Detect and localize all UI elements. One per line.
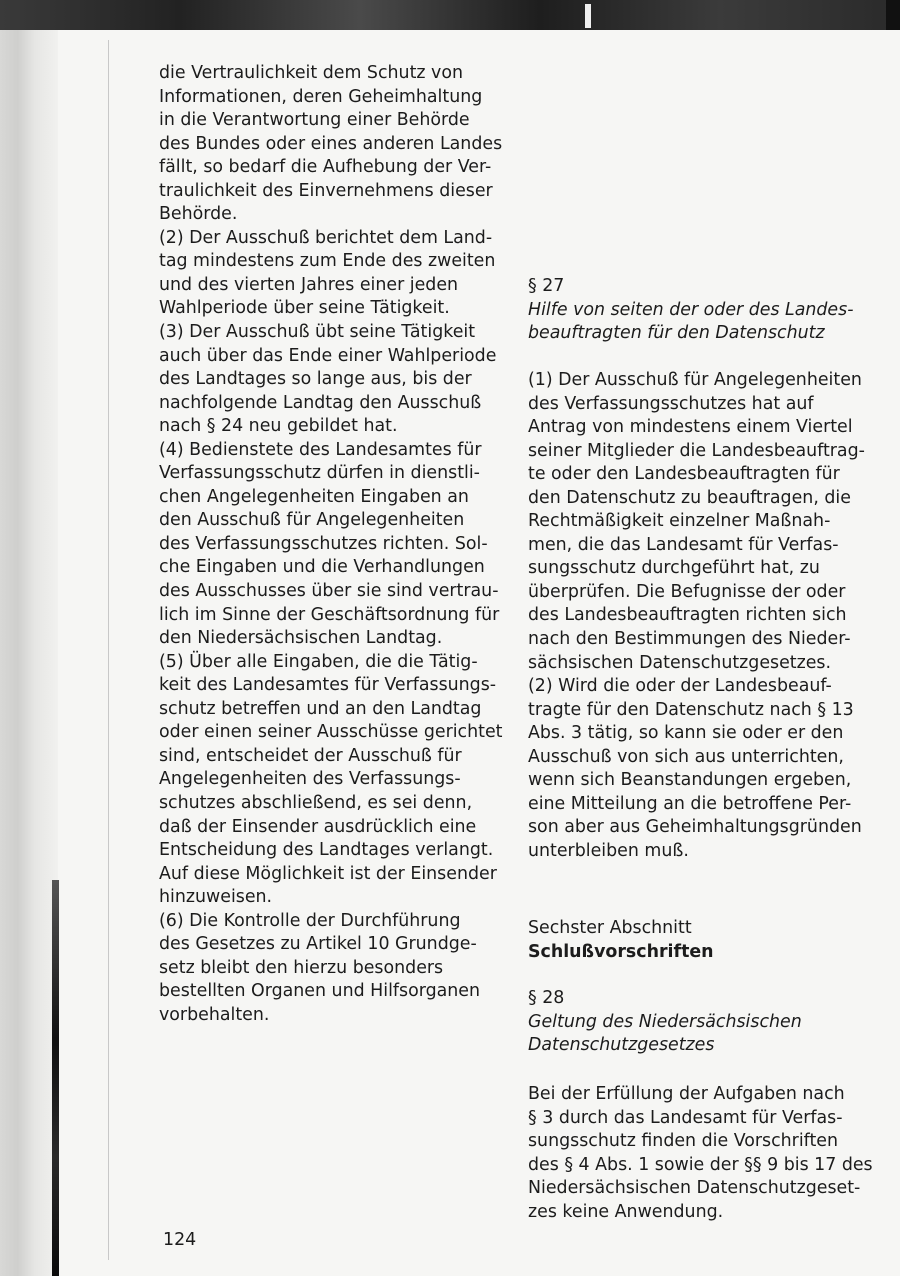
left-column (159, 62, 504, 1027)
left-column-line: des Gesetzes zu Artikel 10 Grundge- (159, 934, 477, 955)
section-27-body-line: Antrag von mindestens einem Viertel (528, 417, 853, 438)
scan-binding-shadow (52, 880, 59, 1276)
left-column-line: nachfolgende Landtag den Ausschuß (159, 392, 482, 413)
left-column-line: Auf diese Möglichkeit ist der Einsender (159, 863, 497, 884)
scan-top-edge (0, 0, 900, 30)
section-28-body-line: Niedersächsischen Datenschutzgeset- (528, 1178, 861, 1199)
left-column-line: hinzuweisen. (159, 887, 273, 908)
left-column-line: den Niedersächsischen Landtag. (159, 628, 443, 649)
left-column-line: traulichkeit des Einvernehmens dieser (159, 180, 493, 201)
section-27-body-line: Rechtmäßigkeit einzelner Maßnah- (528, 511, 831, 532)
left-column-line: Verfassungsschutz dürfen in dienstli- (159, 463, 480, 484)
section-27-body-line: (1) Der Ausschuß für Angelegenheiten (528, 370, 862, 390)
section-27-body-line: den Datenschutz zu beauftragen, die (528, 487, 851, 508)
left-column-line: tag mindestens zum Ende des zweiten (159, 251, 496, 272)
left-column-line: Informationen, deren Geheimhaltung (159, 86, 483, 107)
left-column-line: (6) Die Kontrolle der Durchführung (159, 910, 461, 931)
left-column-line: nach § 24 neu gebildet hat. (159, 416, 398, 437)
section-27-body-line: son aber aus Geheimhaltungsgründen (528, 817, 862, 838)
left-column-line: bestellten Organen und Hilfsorganen (159, 981, 481, 1002)
section-27-body (528, 369, 873, 863)
section-27-body-line: tragte für den Datenschutz nach § 13 (528, 699, 854, 720)
left-column-line: setz bleibt den hierzu besonders (159, 957, 444, 978)
section-28-title-line-2: Datenschutzgesetzes (528, 1035, 715, 1056)
section-27-body-line: Ausschuß von sich aus unterrichten, (528, 746, 844, 767)
left-column-line: (3) Der Ausschuß übt seine Tätigkeit (159, 322, 476, 343)
section-28-title-line-1: Geltung des Niedersächsischen (528, 1011, 802, 1032)
left-column-line: lich im Sinne der Geschäftsordnung für (159, 604, 500, 625)
section-6-label: Sechster Abschnitt (528, 918, 692, 938)
left-column-line: Wahlperiode über seine Tätigkeit. (159, 298, 450, 319)
left-column-line: vorbehalten. (159, 1004, 270, 1025)
left-column-line: schutz betreffen und an den Landtag (159, 698, 482, 719)
left-column-line: Entscheidung des Landtages verlangt. (159, 840, 494, 861)
left-column-line: Angelegenheiten des Verfassungs- (159, 769, 461, 790)
left-column-line: keit des Landesamtes für Verfassungs- (159, 675, 497, 696)
left-column-line: des Verfassungsschutzes richten. Sol- (159, 533, 488, 554)
scan-left-edge (0, 30, 58, 1276)
left-column-line: oder einen seiner Ausschüsse gerichtet (159, 722, 503, 743)
scan-right-edge (886, 0, 900, 30)
scan-fold-line (108, 40, 109, 1260)
section-27-body-line: eine Mitteilung an die betroffene Per- (528, 793, 852, 814)
left-column-line: (2) Der Ausschuß berichtet dem Land- (159, 227, 493, 248)
left-column-line: (4) Bedienstete des Landesamtes für (159, 439, 482, 460)
section-28-body (528, 1083, 873, 1224)
section-28-body-line: Bei der Erfüllung der Aufgaben nach (528, 1084, 845, 1104)
section-27-body-line: des Verfassungsschutzes hat auf (528, 393, 814, 414)
section-27-body-line: te oder den Landesbeauftragten für (528, 464, 840, 485)
left-column-line: in die Verantwortung einer Behörde (159, 110, 470, 131)
section-27-title-line-2: beauftragten für den Datenschutz (528, 323, 825, 344)
section-27-body-line: sungsschutz durchgeführt hat, zu (528, 558, 820, 579)
section-28-body-line: des § 4 Abs. 1 sowie der §§ 9 bis 17 des (528, 1154, 873, 1175)
section-27-body-line: überprüfen. Die Befugnisse der oder (528, 581, 846, 602)
section-28-number: § 28 (528, 988, 565, 1008)
section-6-heading (528, 917, 873, 964)
section-27-body-line: (2) Wird die oder der Landesbeauf- (528, 676, 832, 697)
page-number: 124 (163, 1230, 197, 1250)
left-column-line: chen Angelegenheiten Eingaben an (159, 486, 469, 507)
section-27 (528, 275, 873, 346)
left-column-line: (5) Über alle Eingaben, die die Tätig- (159, 651, 478, 672)
section-28-body-line: sungsschutz finden die Vorschriften (528, 1131, 839, 1152)
section-28-body-line: zes keine Anwendung. (528, 1201, 724, 1222)
section-28 (528, 987, 873, 1058)
left-column-line: des Landtages so lange aus, bis der (159, 369, 472, 390)
left-column-line: sind, entscheidet der Ausschuß für (159, 745, 462, 766)
left-column-line: des Bundes oder eines anderen Landes (159, 133, 503, 154)
section-6-title: Schlußvorschriften (528, 941, 714, 962)
left-column-line: fällt, so bedarf die Aufhebung der Ver- (159, 157, 492, 178)
section-27-body-line: wenn sich Beanstandungen ergeben, (528, 770, 852, 791)
section-27-title-line-1: Hilfe von seiten der oder des Landes- (528, 299, 854, 320)
section-27-body-line: men, die das Landesamt für Verfas- (528, 534, 839, 555)
section-27-body-line: Abs. 3 tätig, so kann sie oder er den (528, 723, 844, 744)
left-column-line: Behörde. (159, 204, 238, 225)
left-column-line: daß der Einsender ausdrücklich eine (159, 816, 477, 837)
left-column-line: che Eingaben und die Verhandlungen (159, 557, 485, 578)
left-column-line: den Ausschuß für Angelegenheiten (159, 510, 465, 531)
left-column-line: schutzes abschließend, es sei denn, (159, 792, 473, 813)
left-column-line: des Ausschusses über sie sind vertrau- (159, 581, 499, 602)
left-column-line: die Vertraulichkeit dem Schutz von (159, 63, 463, 83)
left-column-line: auch über das Ende einer Wahlperiode (159, 345, 497, 366)
section-27-body-line: des Landesbeauftragten richten sich (528, 605, 847, 626)
section-27-body-line: nach den Bestimmungen des Nieder- (528, 629, 851, 650)
left-column-line: und des vierten Jahres einer jeden (159, 274, 459, 295)
section-27-body-line: seiner Mitglieder die Landesbeauftrag- (528, 440, 865, 461)
section-27-body-line: sächsischen Datenschutzgesetzes. (528, 652, 832, 673)
section-28-body-line: § 3 durch das Landesamt für Verfas- (528, 1107, 843, 1128)
section-27-body-line: unterbleiben muß. (528, 840, 689, 861)
section-27-number: § 27 (528, 276, 565, 296)
